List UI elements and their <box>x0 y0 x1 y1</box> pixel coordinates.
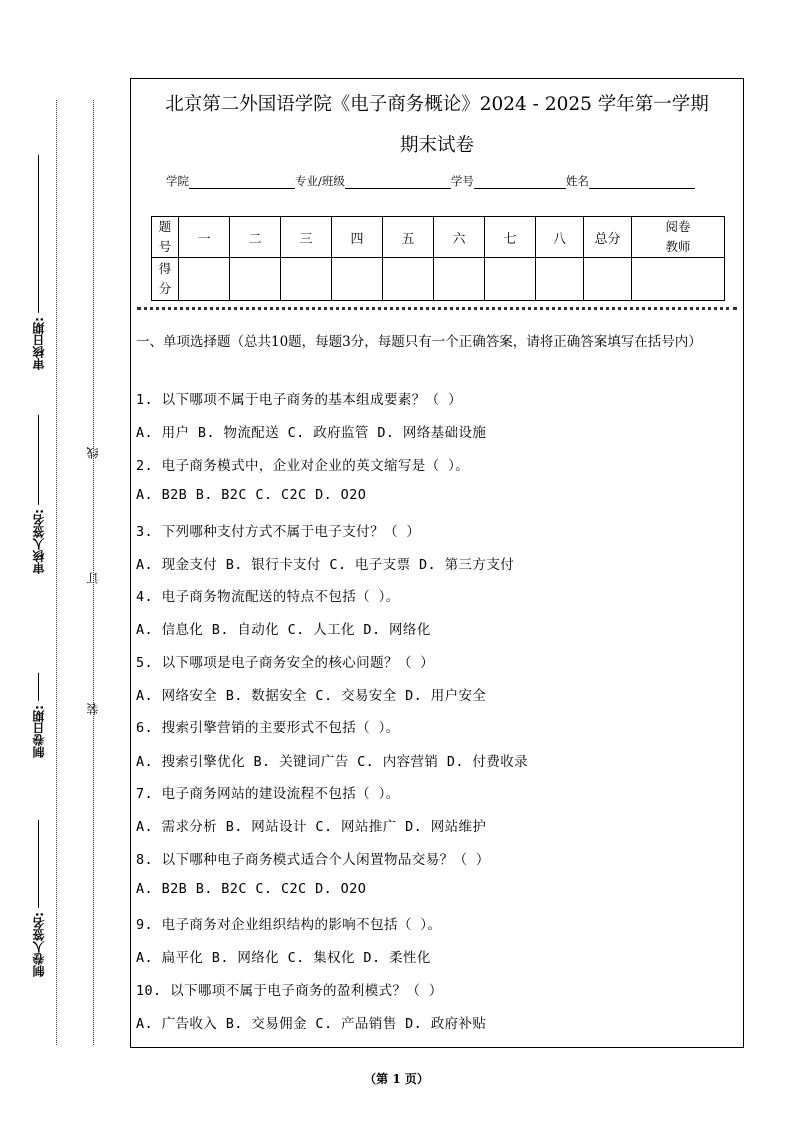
question-9: 9. 电子商务对企业组织结构的影响不包括（ ）。 <box>136 917 442 933</box>
reviewer-sign-label: 审核人签名: <box>30 415 47 574</box>
col-5: 五 <box>383 217 434 258</box>
question-5: 5. 以下哪项是电子商务安全的核心问题？（ ） <box>136 655 435 671</box>
score-cell-reviewer[interactable] <box>632 258 725 301</box>
col-7: 七 <box>485 217 536 258</box>
score-row-header: 得 分 <box>152 258 179 301</box>
make-date-line <box>38 673 40 701</box>
major-field[interactable] <box>345 176 451 189</box>
options-2: A. B2B B. B2C C. C2C D. O2O <box>136 487 367 503</box>
id-field[interactable] <box>474 176 566 189</box>
question-3: 3. 下列哪种支付方式不属于电子支付？（ ） <box>136 524 421 540</box>
col-6: 六 <box>434 217 485 258</box>
student-info-row <box>166 173 695 189</box>
college-label: 学院 <box>166 174 189 188</box>
score-cell-7[interactable] <box>485 258 536 301</box>
page-number: （第 1 页） <box>364 1072 429 1086</box>
options-9: A. 扁平化 B. 网络化 C. 集权化 D. 柔性化 <box>136 950 431 966</box>
score-cell-6[interactable] <box>434 258 485 301</box>
options-8: A. B2B B. B2C C. C2C D. O2O <box>136 881 367 897</box>
score-cell-total[interactable] <box>584 258 632 301</box>
dotted-separator <box>137 307 737 310</box>
exam-frame <box>130 78 744 1048</box>
maker-sign-line <box>38 820 40 908</box>
question-8: 8. 以下哪种电子商务模式适合个人闲置物品交易？（ ） <box>136 852 490 868</box>
section-heading: 一、单项选择题（总共10题，每题3分，每题只有一个正确答案，请将正确答案填写在括号内） <box>136 334 702 350</box>
score-table-score-row <box>152 258 725 301</box>
score-cell-2[interactable] <box>230 258 281 301</box>
score-table <box>151 216 725 301</box>
question-number-header: 题 号 <box>152 217 179 258</box>
col-4: 四 <box>332 217 383 258</box>
options-7: A. 需求分析 B. 网站设计 C. 网站推广 D. 网站维护 <box>136 819 487 835</box>
options-5: A. 网络安全 B. 数据安全 C. 交易安全 D. 用户安全 <box>136 688 487 704</box>
binding-word-ding: 订 <box>86 572 100 584</box>
score-table-header-row <box>152 217 725 258</box>
question-2: 2. 电子商务模式中，企业对企业的英文缩写是（ ）。 <box>136 458 470 474</box>
options-3: A. 现金支付 B. 银行卡支付 C. 电子支票 D. 第三方支付 <box>136 557 515 573</box>
college-field[interactable] <box>189 176 295 189</box>
question-1: 1. 以下哪项不属于电子商务的基本组成要素？（ ） <box>136 392 463 408</box>
options-1: A. 用户 B. 物流配送 C. 政府监管 D. 网络基础设施 <box>136 425 487 441</box>
col-total: 总分 <box>584 217 632 258</box>
col-1: 一 <box>179 217 230 258</box>
question-7: 7. 电子商务网站的建设流程不包括（ ）。 <box>136 786 400 802</box>
score-cell-4[interactable] <box>332 258 383 301</box>
options-4: A. 信息化 B. 自动化 C. 人工化 D. 网络化 <box>136 622 431 638</box>
col-3: 三 <box>281 217 332 258</box>
binding-dotted-line-outer <box>56 100 57 1045</box>
exam-title: 北京第二外国语学院《电子商务概论》2024 - 2025 学年第一学期 <box>165 94 709 115</box>
score-cell-8[interactable] <box>536 258 584 301</box>
name-label: 姓名 <box>565 174 589 188</box>
question-10: 10. 以下哪项不属于电子商务的盈利模式？（ ） <box>136 983 443 999</box>
options-6: A. 搜索引擎优化 B. 关键词广告 C. 内容营销 D. 付费收录 <box>136 754 529 770</box>
question-4: 4. 电子商务物流配送的特点不包括（ ）。 <box>136 589 400 605</box>
review-date-line <box>38 155 40 313</box>
major-label: 专业/班级 <box>295 174 345 188</box>
question-6: 6. 搜索引擎营销的主要形式不包括（ ）。 <box>136 720 400 736</box>
name-field[interactable] <box>589 176 695 189</box>
binding-word-xian: 线 <box>86 447 100 459</box>
score-cell-1[interactable] <box>179 258 230 301</box>
review-date-label: 审核日期: <box>30 155 47 370</box>
id-label: 学号 <box>450 174 474 188</box>
maker-sign-label: 制卷人签名: <box>30 820 47 977</box>
make-date-label: 制卷日期: <box>30 673 47 758</box>
exam-subtitle: 期末试卷 <box>399 135 474 156</box>
reviewer-sign-line <box>38 415 40 505</box>
col-8: 八 <box>536 217 584 258</box>
col-2: 二 <box>230 217 281 258</box>
options-10: A. 广告收入 B. 交易佣金 C. 产品销售 D. 政府补贴 <box>136 1016 487 1032</box>
reviewer-header: 阅卷 教师 <box>632 217 725 258</box>
binding-word-zhuang: 装 <box>86 703 100 715</box>
score-cell-3[interactable] <box>281 258 332 301</box>
score-cell-5[interactable] <box>383 258 434 301</box>
